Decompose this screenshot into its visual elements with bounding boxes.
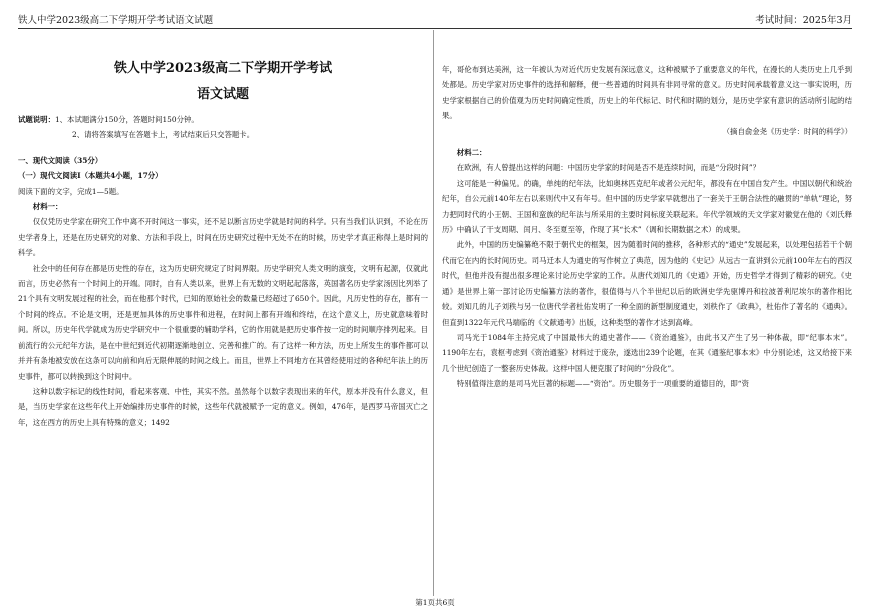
left-column bbox=[18, 58, 428, 430]
reading-instruction: 阅读下面的文字，完成1—5题。 bbox=[18, 186, 124, 196]
paragraph: 社会中的任何存在都是历史性的存在，这为历史研究规定了时间界限。历史学研究人类文明的演变，文明有起源，仅就此而言，历史必然有一个时间上的开端。同时，自有人类以来，世界上有无数的文明起起落落，英国著名历史学家汤因比列举了21个具有文明发展过程的社会，而在他那个时代，已知的原始社会的数量已经超过了650个。因此，凡历史性的存在，都有一个时间的终点。不论是文明，还是更加具体的历史事件和进程，在时间上都有开端和终结，在这个意义上，历史就意味着时间。所以，历史年代学就成为历史学研究中一个很重要的辅助学科，它的作用就是把历史事件按一定的时间顺序排列起来。目前流行的公元纪年方法，是在中世纪到近代初期逐渐地创立、完善和推广的。有了这样一种方法，历史上所发生的事件都可以并并有条地被安放在这条可以向前和向后无限伸展的时间之线上。而且，世界上不同地方在其曾经使用过的各种纪年法上的历史事件，都可以转换到这个时间中。 bbox=[18, 263, 428, 381]
paragraph: 仅仅凭历史学家在研究工作中离不开时间这一事实，还不足以断言历史学就是时间的科学。只有当我们认识到，不论在历史学者身上，还是在历史研究的对象、方法和手段上，时间在历史研究过程中无处不在的时候，历史学才真正称得上是时间的科学。 bbox=[18, 217, 428, 258]
material-2-label: 材料二： bbox=[456, 148, 487, 158]
paragraph: 此外，中国的历史编纂绝不限于朝代史的框架，因为随着时间的推移，各种形式的“通史”发展起来，以处理包括若干个朝代而它在内的长时间历史。司马迁本人为通史的写作树立了典范，因为他的《史记》从远古一直讲到公元前100年左右的西汉时代，但他并没有提出很多理论来讨论历史学家的工作。从唐代刘知几的《史通》开始，历史哲学才得到了精彩的研究。《史通》是世界上第一部讨论历史编纂方法的著作，很值得与八个半世纪以后的欧洲史学先驱博丹和拉波普利尼埃尔的著作相比较。刘知几的儿子刘秩与另一位唐代学者杜佑发明了一种全面的新型制度通史，刘秩作了《政典》，杜佑作了著名的《通典》。但直到1322年元代马端临的《文献通考》出版，这种类型的著作才达到高峰。 bbox=[442, 240, 852, 327]
header-divider bbox=[18, 28, 852, 29]
material-1-label: 材料一： bbox=[32, 202, 63, 212]
header-document-title: 铁人中学2023级高二下学期开学考试语文试题 bbox=[18, 15, 214, 26]
source-citation: （摘自俞金尧《历史学：时间的科学》） bbox=[722, 126, 852, 136]
paragraph: 特别值得注意的是司马光巨著的标题——“资治”。历史服务于一项重要的道德目的，即“资 bbox=[456, 379, 749, 389]
paragraph: 这可能是一种偏见。的确，单纯的纪年法，比如奥林匹克纪年或者公元纪年，都没有在中国自发产生。中国以朝代和统治纪年，自公元前140年左右以来则代中又有年号。但中国的历史学家早就想出了一套关于王朝合法性的融贯的“单轨”理论，努力把同时代的小王朝、王国和蛮族的纪年法与所采用的主要时间标度关联起来。年代学领域的天文学家对徽觉在他的《刘氏释历》中确认了干支周期、闰月、冬至夏至等，作现了其“长术”（调和长期数据之术）的成果。 bbox=[442, 178, 852, 235]
instructions-line-1 bbox=[18, 112, 428, 127]
paragraph: 这种以数字标记的线性时间，看起来客观、中性，其实不然。虽然每个以数字表现出来的年代，原本并没有什么意义，但是，当历史学家在这些年代上开始编排历史事件的时候，这些年代就被赋予一定的意义。例如，476年，是西罗马帝国灭亡之年，这在西方的历史上具有特殊的意义；1492 bbox=[18, 386, 428, 427]
right-column bbox=[442, 62, 852, 392]
instructions-label: 试题说明： bbox=[18, 115, 55, 124]
page-number: 第1页共6页 bbox=[415, 598, 455, 607]
instructions-item-2: 2、请将答案填写在答题卡上，考试结束后只交答题卡。 bbox=[72, 130, 255, 140]
page-title: 铁人中学2023级高二下学期开学考试 bbox=[113, 61, 333, 76]
paragraph-continuation: 年，哥伦布到达美洲，这一年被认为对近代历史发展有深远意义，这种被赋予了重要意义的年代，在漫长的人类历史上几乎到处都是。历史学家对历史事件的选择和解释，便一些普通的时间具有非同寻常的意义。历史时间承载着意义这一事实说明，历史学家根据自己的价值观为历史时间确定性质，历史上的年代标记、时代和时期的划分，是历史学家有意识的活动所引起的结果。 bbox=[442, 65, 852, 121]
page-subtitle: 语文试题 bbox=[196, 87, 249, 102]
column-divider bbox=[433, 30, 434, 596]
instructions-item-1: 1、本试题满分150分，答题时间150分钟。 bbox=[54, 115, 199, 124]
paragraph: 司马光于1084年主持完成了中国最伟大的通史著作——《资治通鉴》，由此书又产生了另一种体裁，即“纪事本末”。1190年左右，袁枢考虑到《资治通鉴》材料过于庞杂，遂选出239个论题，在其《通鉴纪事本末》中分别论述，这又给接下来几个世纪创造了一整套历史体裁。这样中国人便克服了时间的“分段化”。 bbox=[442, 332, 852, 373]
header-exam-time: 考试时间：2025年3月 bbox=[755, 15, 852, 26]
section-heading: 一、现代文阅读（35分） bbox=[18, 155, 103, 165]
subsection-heading: （一）现代文阅读Ⅰ（本题共4小题，17分） bbox=[18, 171, 163, 181]
paragraph: 在欧洲，有人曾提出这样的问题：中国历史学家的时间是否不是连续时间，而是“分段时间”？ bbox=[456, 163, 760, 173]
